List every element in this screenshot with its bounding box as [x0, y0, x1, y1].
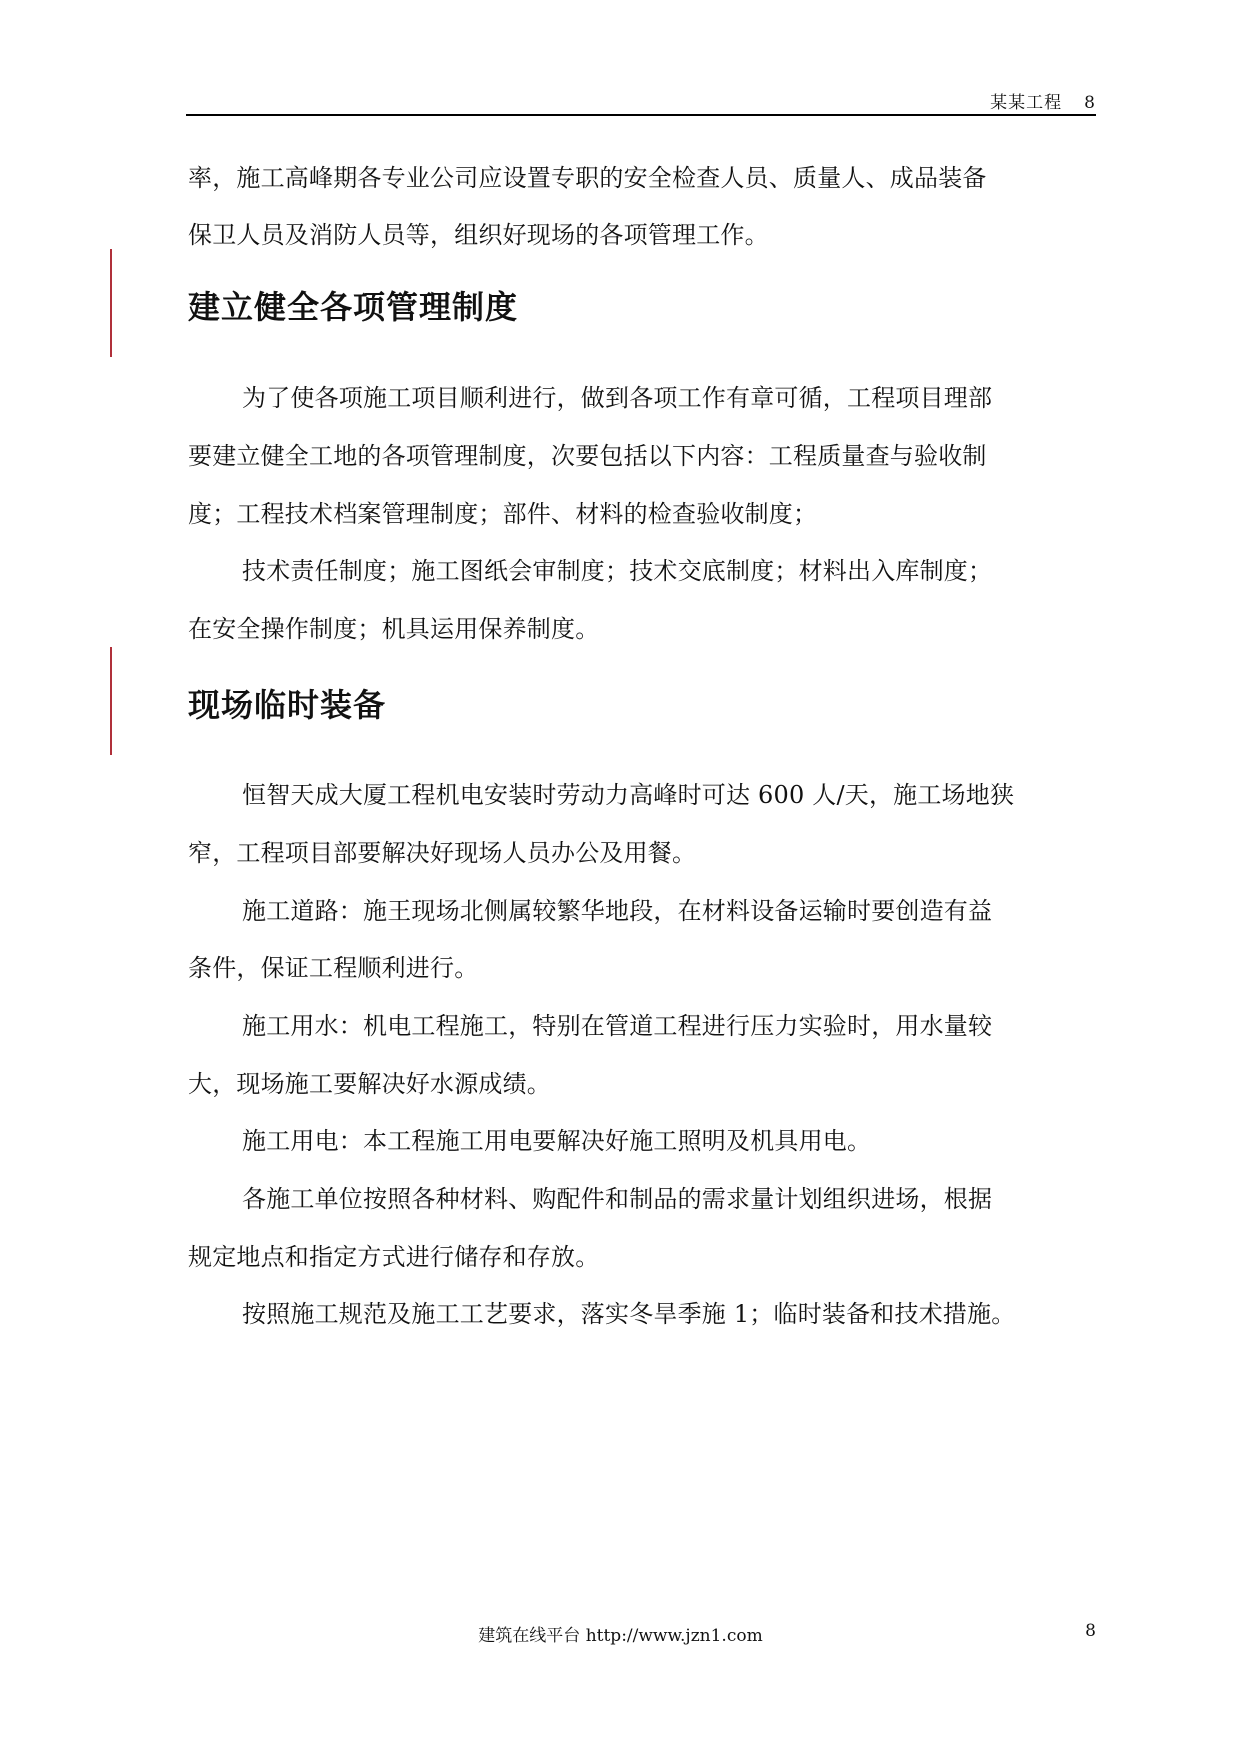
header-text [990, 88, 1096, 113]
paragraph-line: 窄，工程项目部要解决好现场人员办公及用餐。 [188, 839, 697, 867]
paragraph-line: 施工用水：机电工程施工，特别在管道工程进行压力实验时，用水量较 [242, 1012, 993, 1040]
header-title: 某某工程 [990, 93, 1063, 113]
header-page-number: 8 [1084, 93, 1096, 113]
heading-accent-bar [110, 249, 112, 357]
paragraph-line: 条件，保证工程顺利进行。 [188, 954, 479, 982]
footer-page-number: 8 [1085, 1621, 1096, 1641]
paragraph-line: 度；工程技术档案管理制度；部件、材料的检查验收制度； [188, 500, 818, 528]
paragraph-line: 规定地点和指定方式进行储存和存放。 [188, 1243, 600, 1271]
paragraph-line: 恒智天成大厦工程机电安装时劳动力高峰时可达 600 人/天，施工场地狭 [242, 781, 1015, 809]
paragraph-line: 施工道路：施王现场北侧属较繁华地段，在材料设备运输时要创造有益 [242, 897, 993, 925]
paragraph-line: 在安全操作制度；机具运用保养制度。 [188, 615, 600, 643]
paragraph-line: 大，现场施工要解决好水源成绩。 [188, 1070, 551, 1098]
page-header [186, 86, 1096, 114]
section-heading: 现场临时装备 [188, 686, 387, 724]
footer-site: 建筑在线平台 http://www.jzn1.com [478, 1626, 763, 1646]
paragraph-line: 技术责任制度；施工图纸会审制度；技术交底制度；材料出入库制度； [242, 557, 993, 585]
paragraph-line: 按照施工规范及施工工艺要求，落实冬旱季施 1；临时装备和技术措施。 [242, 1300, 1016, 1328]
paragraph-line: 各施工单位按照各种材料、购配件和制品的需求量计划组织进场，根据 [242, 1185, 993, 1213]
paragraph-line: 要建立健全工地的各项管理制度，次要包括以下内容：工程质量查与验收制 [188, 442, 987, 470]
paragraph-line: 保卫人员及消防人员等，组织好现场的各项管理工作。 [188, 221, 769, 249]
section-heading: 建立健全各项管理制度 [188, 288, 519, 326]
header-rule [186, 114, 1096, 116]
paragraph-line: 率，施工高峰期各专业公司应设置专职的安全检查人员、质量人、成品装备 [188, 164, 987, 192]
page-footer [0, 1619, 1241, 1647]
paragraph-line: 为了使各项施工项目顺利进行，做到各项工作有章可循，工程项目理部 [242, 384, 993, 412]
paragraph-line: 施工用电：本工程施工用电要解决好施工照明及机具用电。 [242, 1127, 872, 1155]
heading-accent-bar [110, 647, 112, 755]
